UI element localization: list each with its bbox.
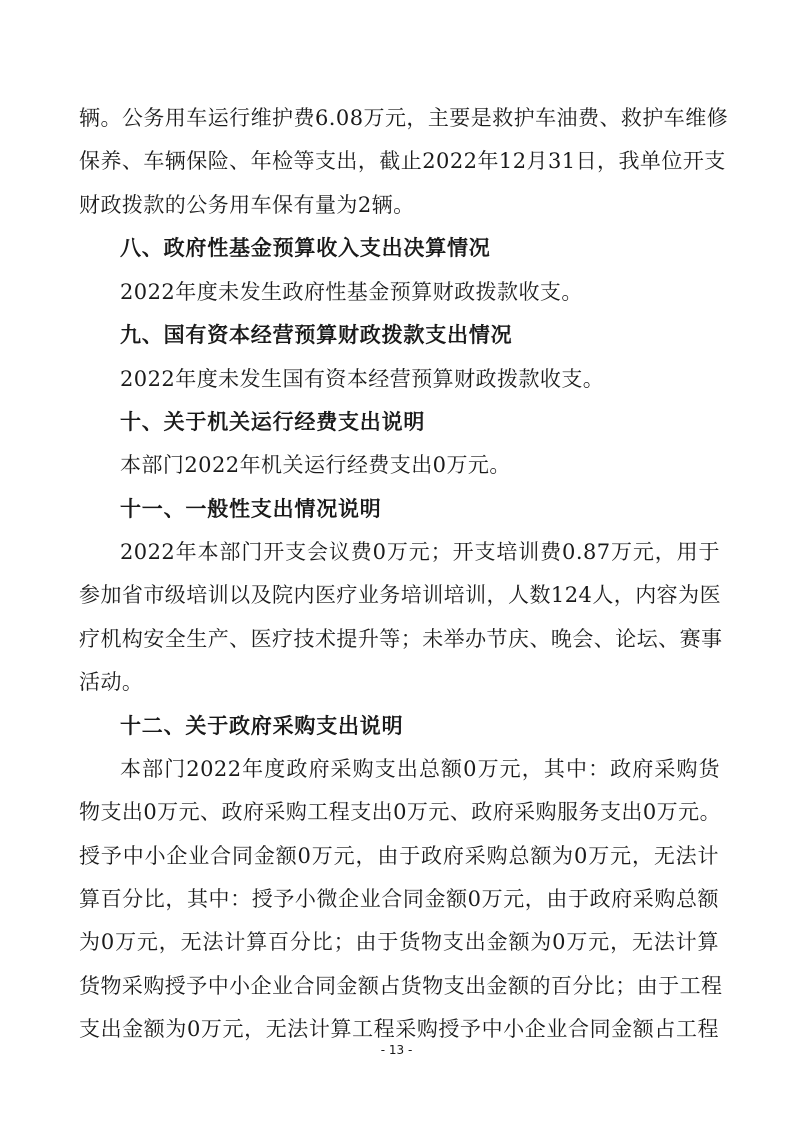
paragraph-line: 2022年度未发生国有资本经营预算财政拨款收支。 <box>120 367 605 391</box>
paragraph-line: 2022年本部门开支会议费0万元；开支培训费0.87万元，用于 <box>120 540 720 564</box>
paragraph-line: 授予中小企业合同金额0万元，由于政府采购总额为0万元，无法计 <box>79 844 719 868</box>
paragraph-line: 算百分比，其中：授予小微企业合同金额0万元，由于政府采购总额 <box>79 887 719 911</box>
paragraph-line: 疗机构安全生产、医疗技术提升等；未举办节庆、晚会、论坛、赛事 <box>79 627 723 651</box>
paragraph-line: 货物采购授予中小企业合同金额占货物支出金额的百分比；由于工程 <box>79 974 723 998</box>
paragraph-line: 本部门2022年机关运行经费支出0万元。 <box>120 453 511 477</box>
paragraph-line: 保养、车辆保险、年检等支出，截止2022年12月31日，我单位开支 <box>79 149 726 173</box>
section-heading-11: 十一、一般性支出情况说明 <box>120 497 382 521</box>
section-heading-8: 八、政府性基金预算收入支出决算情况 <box>120 236 491 260</box>
section-heading-12: 十二、关于政府采购支出说明 <box>120 714 404 738</box>
paragraph-line: 支出金额为0万元，无法计算工程采购授予中小企业合同金额占工程 <box>79 1017 719 1041</box>
page-number: - 13 - <box>380 1043 413 1057</box>
paragraph-line: 物支出0万元、政府采购工程支出0万元、政府采购服务支出0万元。 <box>79 800 722 824</box>
section-heading-10: 十、关于机关运行经费支出说明 <box>120 410 426 434</box>
section-heading-9: 九、国有资本经营预算财政拨款支出情况 <box>120 323 513 347</box>
paragraph-line: 本部门2022年度政府采购支出总额0万元，其中：政府采购货 <box>120 757 720 781</box>
paragraph-line: 财政拨款的公务用车保有量为2辆。 <box>79 193 415 217</box>
paragraph-line: 为0万元，无法计算百分比；由于货物支出金额为0万元，无法计算 <box>79 930 719 954</box>
paragraph-line: 辆。公务用车运行维护费6.08万元，主要是救护车油费、救护车维修 <box>79 106 729 130</box>
paragraph-line: 2022年度未发生政府性基金预算财政拨款收支。 <box>120 280 583 304</box>
paragraph-line: 参加省市级培训以及院内医疗业务培训培训，人数124人，内容为医 <box>79 583 722 607</box>
paragraph-line: 活动。 <box>79 670 144 694</box>
